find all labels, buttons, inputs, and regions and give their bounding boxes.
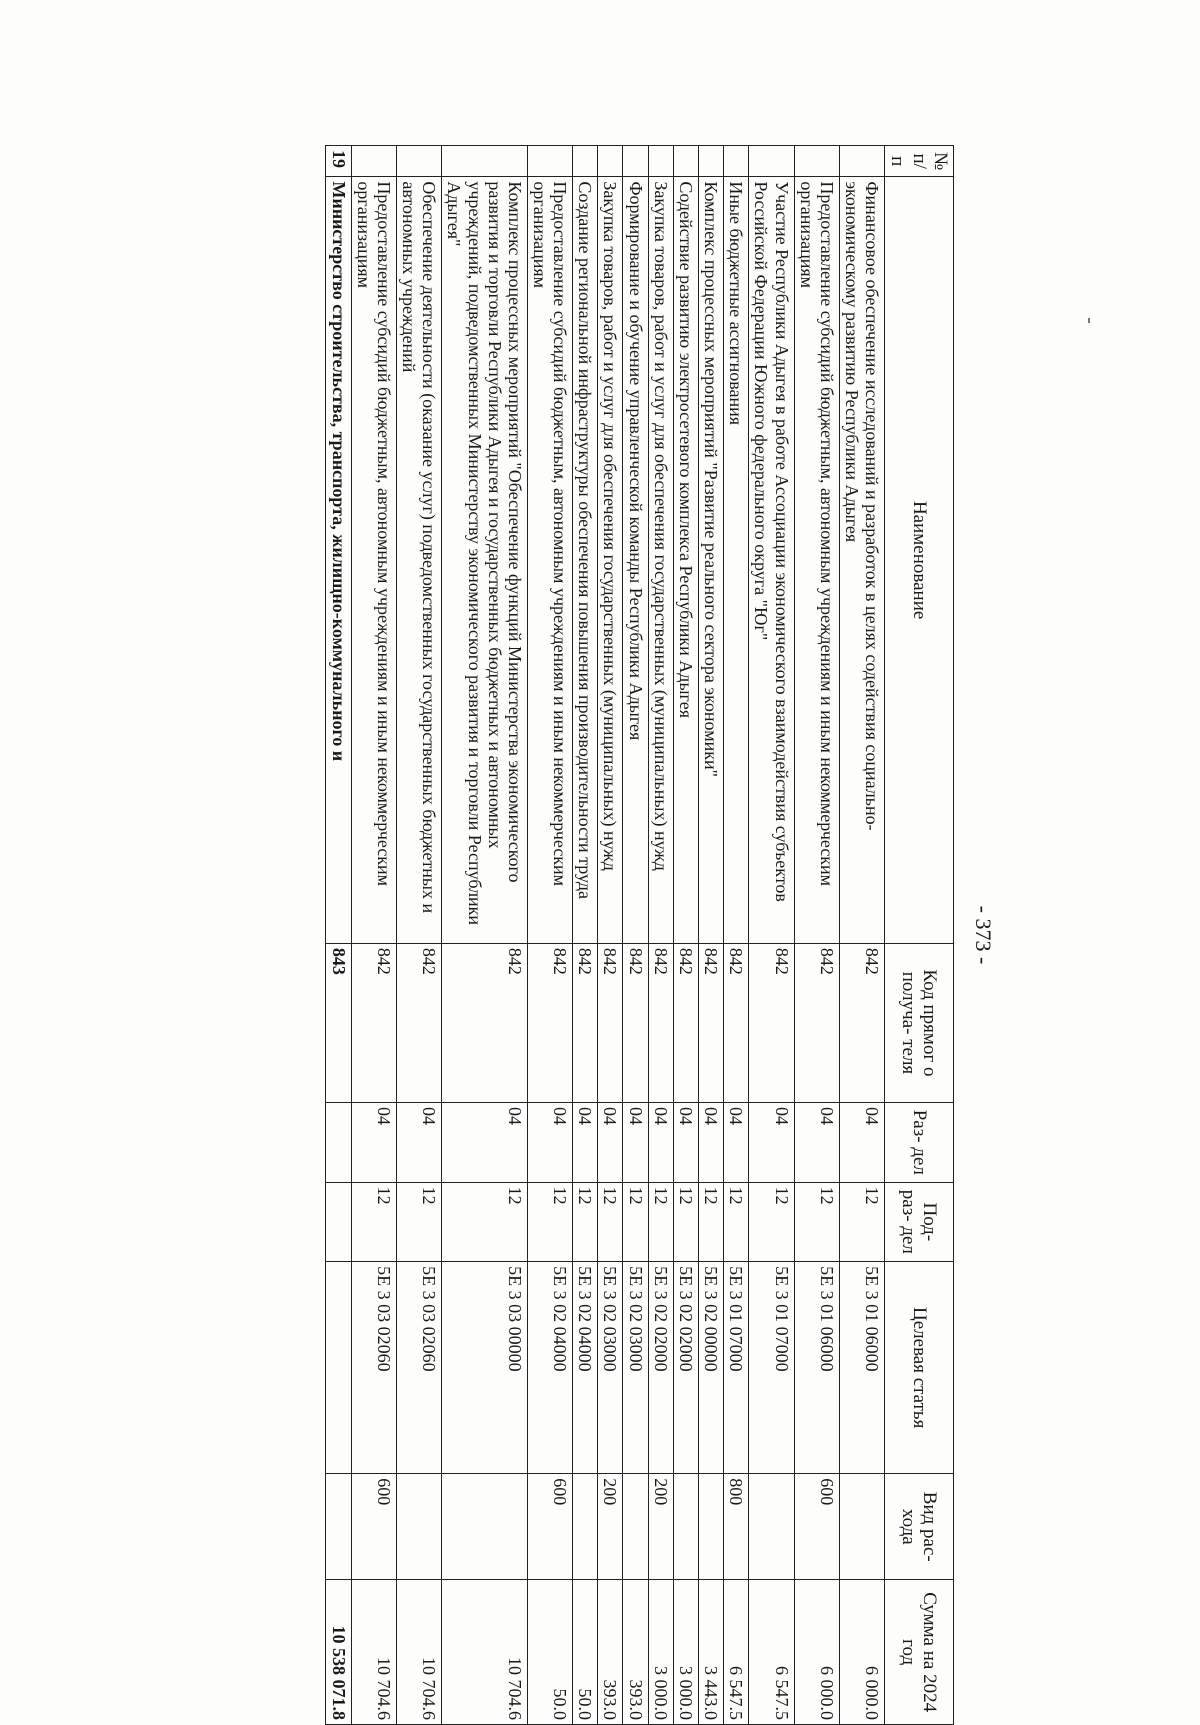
scan-mark bbox=[1088, 318, 1090, 323]
cell-section bbox=[326, 1103, 351, 1183]
header-subsection: Под- раз- дел bbox=[885, 1182, 954, 1262]
cell-code: 842 bbox=[623, 943, 648, 1102]
cell-num bbox=[598, 146, 623, 177]
cell-code: 842 bbox=[442, 943, 528, 1102]
cell-sum: 50.0 bbox=[573, 1580, 598, 1725]
table-row bbox=[648, 146, 673, 1725]
cell-subsection: 12 bbox=[749, 1182, 794, 1262]
cell-code: 842 bbox=[598, 943, 623, 1102]
cell-sum: 6 000.0 bbox=[839, 1580, 884, 1725]
cell-section: 04 bbox=[794, 1103, 839, 1183]
cell-expense: 800 bbox=[724, 1474, 749, 1580]
cell-target: 5Е 3 02 04000 bbox=[573, 1262, 598, 1474]
cell-target: 5Е 3 02 03000 bbox=[623, 1262, 648, 1474]
cell-expense: 600 bbox=[351, 1474, 396, 1580]
cell-name: Предоставление субсидий бюджетным, автономным учреждениям и иным некоммерческим организациям bbox=[794, 177, 839, 944]
cell-expense bbox=[573, 1474, 598, 1580]
header-num: № п/п bbox=[885, 146, 954, 177]
cell-section: 04 bbox=[396, 1103, 441, 1183]
table-row bbox=[698, 146, 723, 1725]
cell-target: 5Е 3 02 03000 bbox=[598, 1262, 623, 1474]
cell-code: 842 bbox=[527, 943, 572, 1102]
cell-expense: 200 bbox=[598, 1474, 623, 1580]
table-row bbox=[673, 146, 698, 1725]
cell-section: 04 bbox=[698, 1103, 723, 1183]
table-row bbox=[839, 146, 884, 1725]
table-row bbox=[442, 146, 528, 1725]
cell-num bbox=[442, 146, 528, 177]
cell-num bbox=[648, 146, 673, 177]
cell-expense bbox=[442, 1474, 528, 1580]
cell-target bbox=[326, 1262, 351, 1474]
cell-sum: 6 000.0 bbox=[794, 1580, 839, 1725]
cell-section: 04 bbox=[573, 1103, 598, 1183]
cell-sum: 50.0 bbox=[527, 1580, 572, 1725]
cell-code: 842 bbox=[673, 943, 698, 1102]
cell-target: 5Е 3 02 02000 bbox=[648, 1262, 673, 1474]
cell-name: Иные бюджетные ассигнования bbox=[724, 177, 749, 944]
table-row bbox=[623, 146, 648, 1725]
cell-section: 04 bbox=[598, 1103, 623, 1183]
cell-expense bbox=[749, 1474, 794, 1580]
cell-expense bbox=[839, 1474, 884, 1580]
cell-num bbox=[527, 146, 572, 177]
cell-num bbox=[724, 146, 749, 177]
cell-code: 842 bbox=[396, 943, 441, 1102]
cell-target: 5Е 3 01 07000 bbox=[749, 1262, 794, 1474]
cell-sum: 6 547.5 bbox=[724, 1580, 749, 1725]
cell-name: Министерство строительства, транспорта, жилищно-коммунального и bbox=[326, 177, 351, 944]
cell-num: 19 bbox=[326, 146, 351, 177]
cell-subsection: 12 bbox=[598, 1182, 623, 1262]
table-row bbox=[527, 146, 572, 1725]
cell-expense: 600 bbox=[794, 1474, 839, 1580]
cell-sum: 393.0 bbox=[623, 1580, 648, 1725]
cell-subsection: 12 bbox=[527, 1182, 572, 1262]
header-section: Раз- дел bbox=[885, 1103, 954, 1183]
table-row bbox=[749, 146, 794, 1725]
cell-sum: 6 547.5 bbox=[749, 1580, 794, 1725]
cell-subsection: 12 bbox=[351, 1182, 396, 1262]
table-header bbox=[885, 146, 954, 1725]
cell-section: 04 bbox=[749, 1103, 794, 1183]
header-target: Целевая статья bbox=[885, 1262, 954, 1474]
cell-section: 04 bbox=[673, 1103, 698, 1183]
table-row-total bbox=[326, 146, 351, 1725]
cell-code: 843 bbox=[326, 943, 351, 1102]
cell-subsection: 12 bbox=[698, 1182, 723, 1262]
cell-num bbox=[794, 146, 839, 177]
table-body bbox=[326, 146, 885, 1725]
table-row bbox=[573, 146, 598, 1725]
header-expense: Вид рас- хода bbox=[885, 1474, 954, 1580]
cell-sum: 10 704.6 bbox=[396, 1580, 441, 1725]
cell-name: Обеспечение деятельности (оказание услуг) подведомственных государственных бюджетных и автономных учреждений bbox=[396, 177, 441, 944]
cell-num bbox=[623, 146, 648, 177]
cell-num bbox=[351, 146, 396, 177]
cell-section: 04 bbox=[351, 1103, 396, 1183]
cell-expense bbox=[673, 1474, 698, 1580]
cell-name: Создание региональной инфраструктуры обеспечения повышения производительности труда bbox=[573, 177, 598, 944]
cell-name: Формирование и обучение управленческой команды Республики Адыгея bbox=[623, 177, 648, 944]
table-row bbox=[598, 146, 623, 1725]
rotated-page bbox=[140, 145, 1000, 1725]
cell-target: 5Е 3 03 00000 bbox=[442, 1262, 528, 1474]
cell-expense bbox=[326, 1474, 351, 1580]
cell-name: Закупка товаров, работ и услуг для обеспечения государственных (муниципальных) нужд bbox=[648, 177, 673, 944]
cell-section: 04 bbox=[839, 1103, 884, 1183]
cell-code: 842 bbox=[648, 943, 673, 1102]
header-sum: Сумма на 2024 год bbox=[885, 1580, 954, 1725]
cell-num bbox=[839, 146, 884, 177]
header-code: Код прямог о получа- теля bbox=[885, 943, 954, 1102]
cell-target: 5Е 3 02 00000 bbox=[698, 1262, 723, 1474]
cell-num bbox=[396, 146, 441, 177]
cell-code: 842 bbox=[698, 943, 723, 1102]
budget-table bbox=[325, 145, 954, 1725]
cell-subsection: 12 bbox=[648, 1182, 673, 1262]
cell-sum: 10 538 071.8 bbox=[326, 1580, 351, 1725]
cell-code: 842 bbox=[794, 943, 839, 1102]
cell-expense bbox=[698, 1474, 723, 1580]
cell-name: Содействие развитию электросетевого комплекса Республики Адыгея bbox=[673, 177, 698, 944]
table-row bbox=[351, 146, 396, 1725]
cell-subsection: 12 bbox=[794, 1182, 839, 1262]
cell-sum: 3 000.0 bbox=[673, 1580, 698, 1725]
header-name: Наименование bbox=[885, 177, 954, 944]
cell-code: 842 bbox=[724, 943, 749, 1102]
cell-target: 5Е 3 03 02060 bbox=[351, 1262, 396, 1474]
cell-subsection: 12 bbox=[724, 1182, 749, 1262]
cell-num bbox=[749, 146, 794, 177]
cell-name: Комплекс процессных мероприятий "Обеспечение функций Министерства экономического развития и торговли Республики Адыгея и государственных бюджетных и автономных учреждений, подведомственных Министерству экономического развития и торговли Республики Адыгея" bbox=[442, 177, 528, 944]
cell-subsection: 12 bbox=[623, 1182, 648, 1262]
cell-expense: 600 bbox=[527, 1474, 572, 1580]
cell-sum: 3 443.0 bbox=[698, 1580, 723, 1725]
cell-target: 5Е 3 01 07000 bbox=[724, 1262, 749, 1474]
cell-target: 5Е 3 01 06000 bbox=[794, 1262, 839, 1474]
cell-code: 842 bbox=[351, 943, 396, 1102]
cell-section: 04 bbox=[648, 1103, 673, 1183]
cell-subsection: 12 bbox=[442, 1182, 528, 1262]
cell-sum: 10 704.6 bbox=[351, 1580, 396, 1725]
cell-expense bbox=[396, 1474, 441, 1580]
cell-name: Комплекс процессных мероприятий "Развитие реального сектора экономики" bbox=[698, 177, 723, 944]
cell-subsection: 12 bbox=[839, 1182, 884, 1262]
cell-subsection: 12 bbox=[396, 1182, 441, 1262]
cell-code: 842 bbox=[749, 943, 794, 1102]
cell-code: 842 bbox=[839, 943, 884, 1102]
cell-target: 5Е 3 02 02000 bbox=[673, 1262, 698, 1474]
cell-subsection: 12 bbox=[673, 1182, 698, 1262]
table-row bbox=[794, 146, 839, 1725]
cell-subsection: 12 bbox=[573, 1182, 598, 1262]
cell-expense bbox=[623, 1474, 648, 1580]
cell-target: 5Е 3 01 06000 bbox=[839, 1262, 884, 1474]
page-number: - 373 - bbox=[971, 905, 996, 965]
cell-code: 842 bbox=[573, 943, 598, 1102]
cell-sum: 393.0 bbox=[598, 1580, 623, 1725]
cell-name: Закупка товаров, работ и услуг для обеспечения государственных (муниципальных) нужд bbox=[598, 177, 623, 944]
cell-name: Предоставление субсидий бюджетным, автономным учреждениям и иным некоммерческим организациям bbox=[527, 177, 572, 944]
cell-section: 04 bbox=[623, 1103, 648, 1183]
cell-num bbox=[698, 146, 723, 177]
table-row bbox=[724, 146, 749, 1725]
cell-name: Предоставление субсидий бюджетным, автономным учреждениям и иным некоммерческим организациям bbox=[351, 177, 396, 944]
cell-target: 5Е 3 03 02060 bbox=[396, 1262, 441, 1474]
cell-sum: 10 704.6 bbox=[442, 1580, 528, 1725]
cell-section: 04 bbox=[527, 1103, 572, 1183]
cell-expense: 200 bbox=[648, 1474, 673, 1580]
cell-name: Финансовое обеспечение исследований и разработок в целях содействия социально-экономическому развитию Республики Адыгея bbox=[839, 177, 884, 944]
cell-target: 5Е 3 02 04000 bbox=[527, 1262, 572, 1474]
cell-section: 04 bbox=[724, 1103, 749, 1183]
cell-num bbox=[573, 146, 598, 177]
cell-num bbox=[673, 146, 698, 177]
cell-section: 04 bbox=[442, 1103, 528, 1183]
cell-name: Участие Республики Адыгея в работе Ассоциации экономического взаимодействия субъектов Российской Федерации Южного федерального округа "Юг" bbox=[749, 177, 794, 944]
cell-subsection bbox=[326, 1182, 351, 1262]
cell-sum: 3 000.0 bbox=[648, 1580, 673, 1725]
table-row bbox=[396, 146, 441, 1725]
